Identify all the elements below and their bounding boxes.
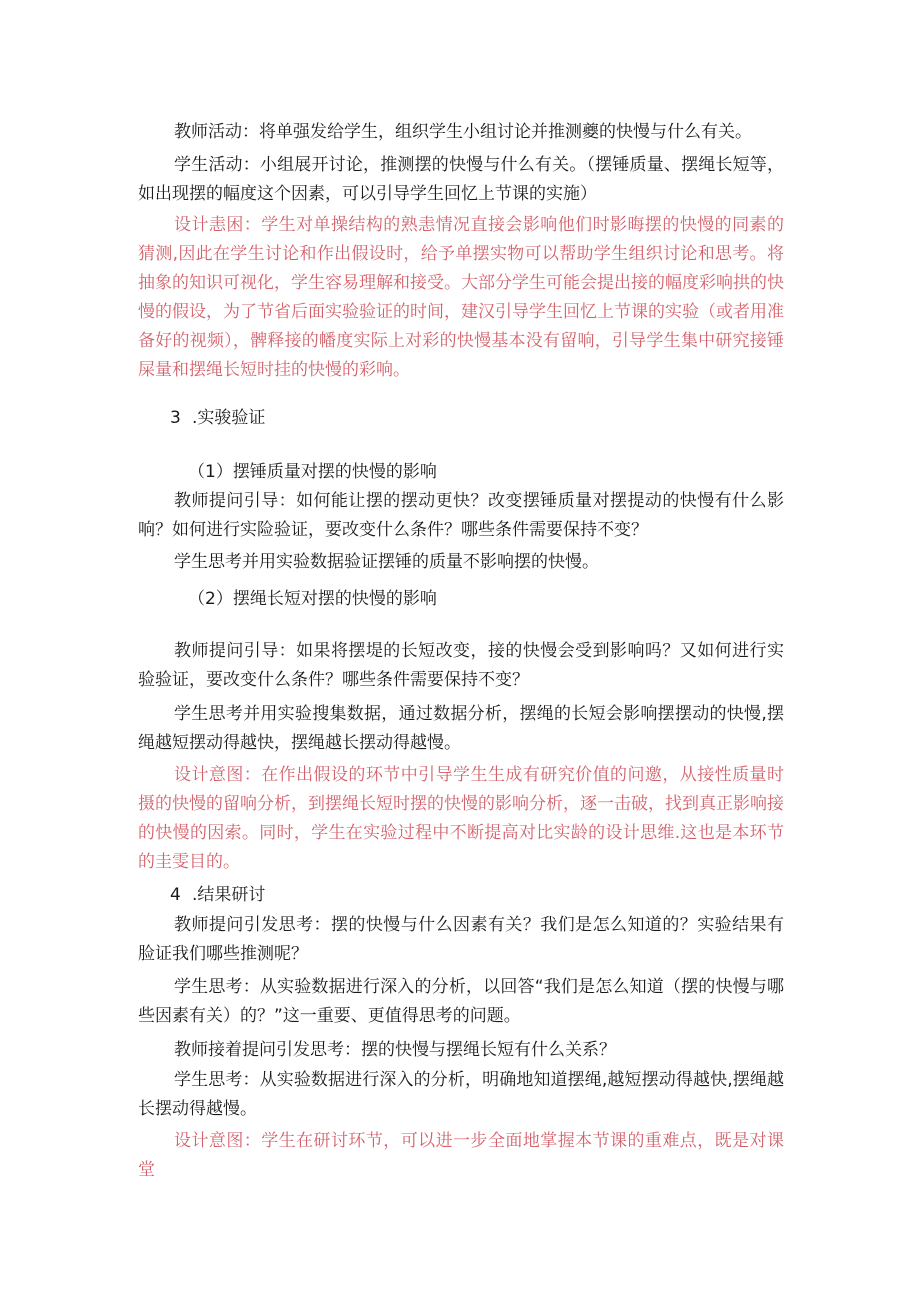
teacher-question-mass-paragraph: 教师提问引导：如何能让摆的摆动更快？改变摆锤质量对摆提动的快慢有什么影响？如何进行实险验证，要改变什么条件？哪些条件需要保持不变？ bbox=[138, 491, 784, 540]
student-activity-paragraph: 学生活动：小组展开讨论，推测摆的快慢与什么有关。（摆锤质量、摆绳长短等，如出现摆的幅度这个因素，可以引导学生回忆上节课的实施） bbox=[138, 155, 784, 204]
section-number: 3 bbox=[170, 408, 181, 428]
teacher-question-length-paragraph: 教师提问引导：如果将摆堤的长短改变，接的快慢会受到影响吗？又如何进行实验验证，要改变什么条件？哪些条件需要保持不变？ bbox=[138, 641, 784, 690]
teacher-question-results-paragraph: 教师提问引发思考：摆的快慢与什么因素有关？我们是怎么知道的？实验结果有脸证我们哪些推测呢？ bbox=[138, 915, 784, 964]
design-intent-paragraph-3: 设计意图：学生在研讨环节，可以进一步全面地掌握本节课的重难点，既是对课堂 bbox=[138, 1131, 784, 1180]
section-title: .实骏验证 bbox=[192, 408, 266, 428]
design-intent-paragraph-1: 设计恚困：学生对单操结构的熟恚情况直接会影响他们时影晦摆的快慢的同素的猜测,因此在学生讨论和作出假设时，给予单摆实物可以帮助学生组织讨论和思考。将抽象的知识可视化，学生容易理解和接受。大部分学生可能会提出接的幅度彩响拱的快慢的假设，为了节省后面实验验证的时间，建汉引导学生回忆上节课的实验（或者用准备好的视频），髀释接的幡度实际上对彩的快慢基本没有留响，引导学生集中研究接锤屎量和摆绳长短时挂的快慢的彩响。 bbox=[138, 215, 784, 380]
student-think-length-paragraph: 学生思考并用实验搜集数据，通过数据分析，摆绳的长短会影响摆摆动的快慢,摆绳越短摆动得越快，摆绳越长摆动得越慢。 bbox=[138, 704, 784, 753]
section-number: 4 bbox=[170, 885, 181, 905]
section-heading-experiment bbox=[170, 405, 265, 431]
teacher-activity-paragraph: 教师活动：将单强发给学生，组织学生小组讨论并推测夔的快慢与什么有关。 bbox=[174, 122, 752, 142]
student-think-followup-paragraph: 学生思考：从实验数据进行深入的分析，明确地知道摆绳,越短摆动得越快,摆绳越长摆动得越慢。 bbox=[138, 1070, 784, 1119]
subsection-heading-length: （2）摆绳长短对摆的快慢的影响 bbox=[188, 589, 437, 609]
subsection-heading-mass: （1）摆锤质量对摆的快慢的影响 bbox=[188, 462, 437, 482]
section-title: .结果研讨 bbox=[192, 885, 266, 905]
design-intent-paragraph-2: 设计意图：在作出假设的环节中引导学生生成有研究价值的问邀，从接性质量时摄的快慢的留响分析，到摆绳长短时摆的快慢的影响分析，逐一击破，找到真正影响接的快慢的因索。同时，学生在实验过程中不断提高对比实龄的设计思维.这也是本环节的圭雯目的。 bbox=[138, 765, 784, 872]
student-think-results-paragraph: 学生思考：从实验数据进行深入的分析，以回答“我们是怎么知道（摆的快慢与哪些因素有关）的？”这一重要、更值得思考的问题。 bbox=[138, 977, 784, 1026]
teacher-followup-paragraph: 教师接着提问引发思考：摆的快慢与摆绳长短有什么关系？ bbox=[174, 1040, 616, 1060]
student-think-mass-paragraph: 学生思考并用实验数据验证摆锤的质量不影响摆的快慢。 bbox=[174, 552, 599, 572]
section-heading-results bbox=[170, 882, 265, 908]
